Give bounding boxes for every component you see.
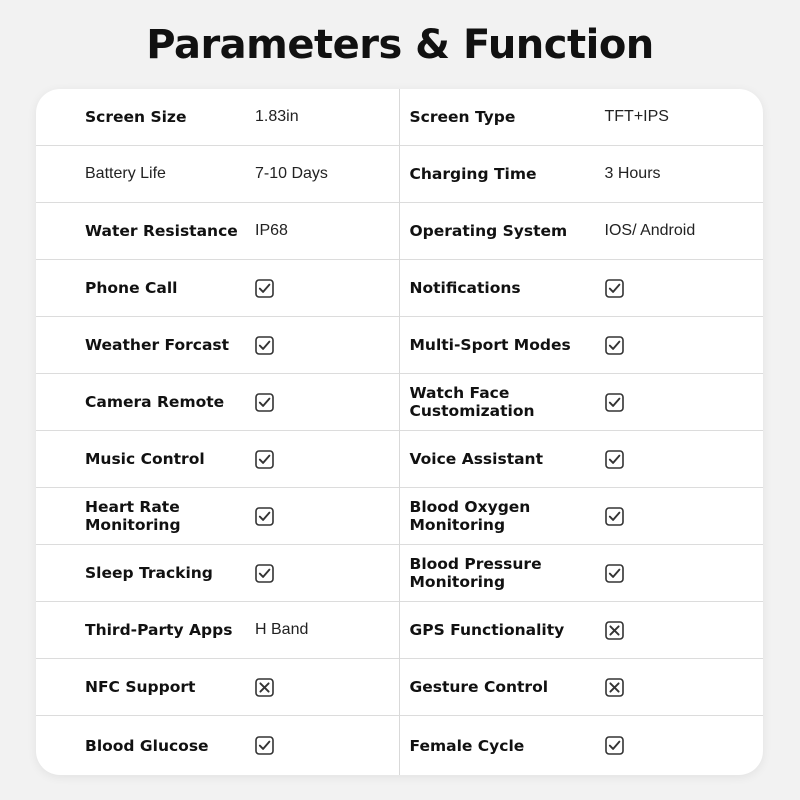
table-row-screen-type	[400, 89, 764, 146]
table-row-charging-time	[400, 146, 764, 203]
table-row-sleep-tracking	[36, 545, 399, 602]
checkbox-checked-icon	[255, 450, 274, 469]
table-row-nfc-support	[36, 659, 399, 716]
table-row-battery-life	[36, 146, 399, 203]
checkbox-checked-icon	[605, 507, 624, 526]
table-row-water-resistance	[36, 203, 399, 260]
spec-value-icon	[605, 621, 624, 640]
spec-label: Screen Type	[409, 108, 516, 126]
spec-label: Notifications	[409, 279, 521, 297]
table-row-weather-forcast	[36, 317, 399, 374]
page-title: Parameters & Function	[146, 22, 654, 68]
table-row-blood-oxygen-monitoring	[400, 488, 764, 545]
spec-value-icon	[255, 564, 274, 583]
spec-label: Weather Forcast	[85, 336, 230, 354]
spec-label: Battery Life	[85, 165, 166, 182]
right-column	[400, 89, 764, 775]
table-row-blood-pressure-monitoring	[400, 545, 764, 602]
table-row-gesture-control	[400, 659, 764, 716]
table-row-gps-functionality	[400, 602, 764, 659]
spec-value-icon	[255, 736, 274, 755]
table-row-blood-glucose	[36, 716, 399, 775]
spec-value-icon	[255, 279, 274, 298]
spec-value: IP68	[255, 222, 288, 239]
spec-value: H Band	[255, 621, 309, 638]
table-row-notifications	[400, 260, 764, 317]
checkbox-checked-icon	[605, 564, 624, 583]
left-column	[36, 89, 400, 775]
checkbox-checked-icon	[255, 393, 274, 412]
spec-label: Water Resistance	[85, 222, 238, 240]
spec-label: Gesture Control	[409, 678, 549, 696]
spec-value-icon	[255, 507, 274, 526]
spec-value: 3 Hours	[604, 165, 661, 182]
checkbox-checked-icon	[605, 336, 624, 355]
spec-label: Female Cycle	[409, 736, 525, 755]
checkbox-checked-icon	[255, 507, 274, 526]
checkbox-checked-icon	[605, 279, 624, 298]
spec-label: Operating System	[409, 222, 568, 240]
spec-label: GPS Functionality	[409, 621, 565, 639]
spec-label: Blood Glucose	[85, 736, 209, 755]
spec-label: NFC Support	[85, 678, 196, 696]
checkbox-checked-icon	[255, 279, 274, 298]
spec-label: Phone Call	[85, 279, 178, 297]
spec-label: Blood Pressure Monitoring	[409, 555, 542, 591]
spec-value: TFT+IPS	[604, 108, 669, 125]
spec-table	[36, 89, 763, 775]
spec-value-icon	[255, 678, 274, 697]
spec-label: Watch Face Customization	[409, 384, 535, 420]
checkbox-checked-icon	[255, 564, 274, 583]
spec-label: Third-Party Apps	[85, 621, 233, 639]
checkbox-crossed-icon	[605, 621, 624, 640]
spec-label: Heart Rate Monitoring	[85, 498, 181, 534]
spec-value-icon	[255, 336, 274, 355]
spec-value-icon	[605, 336, 624, 355]
spec-value-icon	[605, 393, 624, 412]
table-row-watch-face-customization	[400, 374, 764, 431]
checkbox-checked-icon	[605, 736, 624, 755]
table-row-camera-remote	[36, 374, 399, 431]
spec-value-icon	[605, 507, 624, 526]
table-row-music-control	[36, 431, 399, 488]
spec-value-icon	[605, 564, 624, 583]
spec-label: Music Control	[85, 450, 205, 468]
spec-value-icon	[255, 450, 274, 469]
spec-label: Blood Oxygen Monitoring	[409, 498, 531, 534]
spec-value-icon	[605, 279, 624, 298]
spec-label: Sleep Tracking	[85, 564, 213, 582]
table-row-female-cycle	[400, 716, 764, 775]
spec-label: Screen Size	[85, 108, 187, 126]
checkbox-crossed-icon	[255, 678, 274, 697]
table-row-voice-assistant	[400, 431, 764, 488]
table-row-screen-size	[36, 89, 399, 146]
checkbox-crossed-icon	[605, 678, 624, 697]
checkbox-checked-icon	[255, 336, 274, 355]
spec-value-icon	[605, 736, 624, 755]
spec-value-icon	[605, 678, 624, 697]
spec-label: Charging Time	[409, 165, 537, 183]
table-row-heart-rate-monitoring	[36, 488, 399, 545]
checkbox-checked-icon	[605, 393, 624, 412]
spec-value: 1.83in	[255, 108, 299, 125]
checkbox-checked-icon	[255, 736, 274, 755]
spec-value: IOS/ Android	[604, 222, 696, 239]
spec-label: Voice Assistant	[409, 450, 544, 468]
spec-label: Multi-Sport Modes	[409, 336, 571, 354]
spec-label: Camera Remote	[85, 393, 225, 411]
checkbox-checked-icon	[605, 450, 624, 469]
spec-value-icon	[605, 450, 624, 469]
spec-value: 7-10 Days	[255, 165, 328, 182]
spec-value-icon	[255, 393, 274, 412]
table-row-operating-system	[400, 203, 764, 260]
table-row-phone-call	[36, 260, 399, 317]
table-row-third-party-apps	[36, 602, 399, 659]
table-row-multi-sport-modes	[400, 317, 764, 374]
